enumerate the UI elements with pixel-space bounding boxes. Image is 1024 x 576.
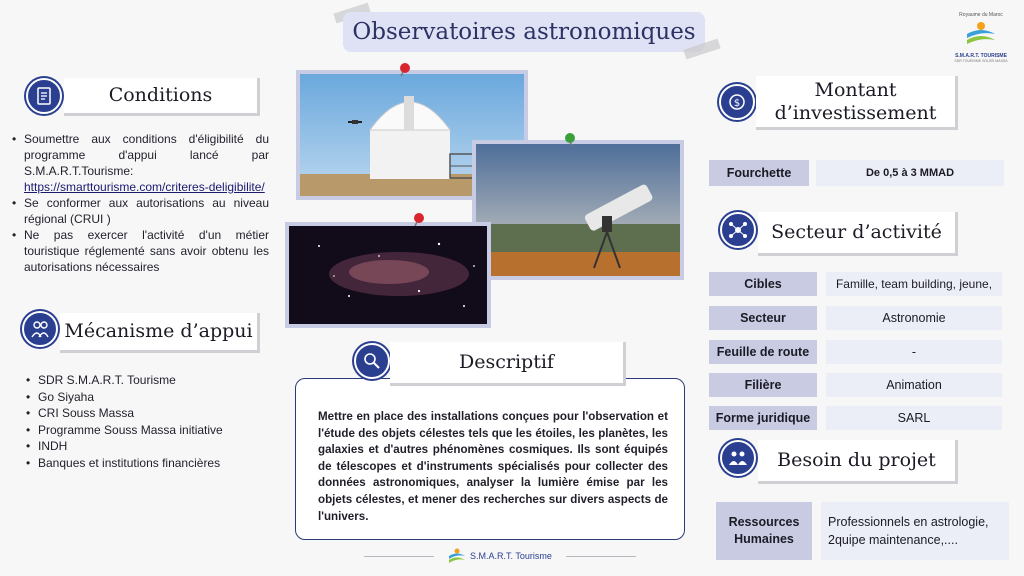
- mecanisme-item: • INDH: [24, 438, 274, 455]
- conditions-heading: Conditions: [64, 78, 260, 116]
- descriptif-icon: [354, 343, 390, 379]
- green-pin-icon: [563, 132, 577, 146]
- secteur-label: Secteur: [709, 306, 817, 330]
- cibles-value: Famille, team building, jeune,: [826, 272, 1002, 296]
- mecanisme-item: • Programme Souss Massa initiative: [24, 422, 274, 439]
- galaxy-photo: [285, 222, 491, 328]
- mecanisme-icon: [22, 311, 58, 347]
- feuille-de-route-label: Feuille de route: [709, 340, 817, 364]
- ressources-humaines-value: Professionnels en astrologie, 2quipe maintenance,....: [821, 502, 1009, 560]
- feuille-de-route-value: -: [826, 340, 1002, 364]
- smart-tourisme-logo: [952, 12, 1010, 66]
- forme-juridique-label: Forme juridique: [709, 406, 817, 430]
- besoin-icon: [720, 440, 756, 476]
- mecanisme-item: • Go Siyaha: [24, 389, 274, 406]
- page-title: Observatoires astronomiques: [343, 12, 705, 52]
- investment-icon: [719, 84, 755, 120]
- logo-mark-icon: [964, 20, 998, 48]
- telescope-photo: [472, 140, 684, 280]
- conditions-list: [10, 131, 269, 275]
- footer-divider: [364, 556, 434, 557]
- montant-heading: Montant d’investissement: [756, 76, 958, 130]
- besoin-heading: Besoin du projet: [758, 440, 958, 484]
- footer-logo-icon: [448, 548, 466, 564]
- footer-divider: [566, 556, 636, 557]
- descriptif-heading: Descriptif: [390, 342, 626, 386]
- logo-caption: Royaume du Maroc: [959, 12, 1003, 18]
- red-pin-icon: [412, 212, 426, 226]
- logo-name: S.M.A.R.T. TOURISME: [955, 53, 1007, 59]
- mecanisme-list: [24, 372, 274, 472]
- red-pin-icon: [398, 62, 412, 76]
- filiere-label: Filière: [709, 373, 817, 397]
- condition-item: • Soumettre aux conditions d'éligibilité du programme d'appui lancé par S.M.A.R.T.Tourisme: https://smarttourisme.com/criteres-deligibilite/: [10, 131, 269, 195]
- ressources-humaines-label: Ressources Humaines: [716, 502, 812, 560]
- condition-item: • Ne pas exercer l'activité d'un métier touristique réglementé sans avoir obtenu les autorisations nécessaires: [10, 227, 269, 275]
- footer-brand: S.M.A.R.T. Tourisme: [470, 551, 552, 561]
- mecanisme-item: • Banques et institutions financières: [24, 455, 274, 472]
- secteur-heading: Secteur d’activité: [758, 212, 958, 256]
- logo-tagline: SDR TOURISME SOUSS MASSA: [954, 59, 1008, 63]
- condition-item: • Se conformer aux autorisations au niveau régional (CRUI ): [10, 195, 269, 227]
- secteur-icon: [720, 212, 756, 248]
- conditions-icon: [26, 78, 62, 114]
- svg-text:$: $: [733, 98, 741, 109]
- descriptif-box: [295, 378, 685, 540]
- filiere-value: Animation: [826, 373, 1002, 397]
- forme-juridique-value: SARL: [826, 406, 1002, 430]
- mecanisme-item: • CRI Souss Massa: [24, 405, 274, 422]
- cibles-label: Cibles: [709, 272, 817, 296]
- fourchette-label: Fourchette: [709, 160, 809, 186]
- fourchette-value: De 0,5 à 3 MMAD: [816, 160, 1004, 186]
- criteres-link[interactable]: https://smarttourisme.com/criteres-deligibilite/: [24, 180, 265, 194]
- mecanisme-heading: Mécanisme d’appui: [60, 313, 260, 353]
- mecanisme-item: • SDR S.M.A.R.T. Tourisme: [24, 372, 274, 389]
- secteur-value: Astronomie: [826, 306, 1002, 330]
- descriptif-text: Mettre en place des installations conçues pour l'observation et l'étude des objets célestes tels que les étoiles, les planètes, les galaxies et d'autres phénomènes cosmiques. Ils sont équipés de télescopes et d'instruments spécialisés pour collecter des données astronomiques, analyser la lumière émise par les objets célestes, et mener des recherches sur divers aspects de l'univers.: [318, 410, 668, 523]
